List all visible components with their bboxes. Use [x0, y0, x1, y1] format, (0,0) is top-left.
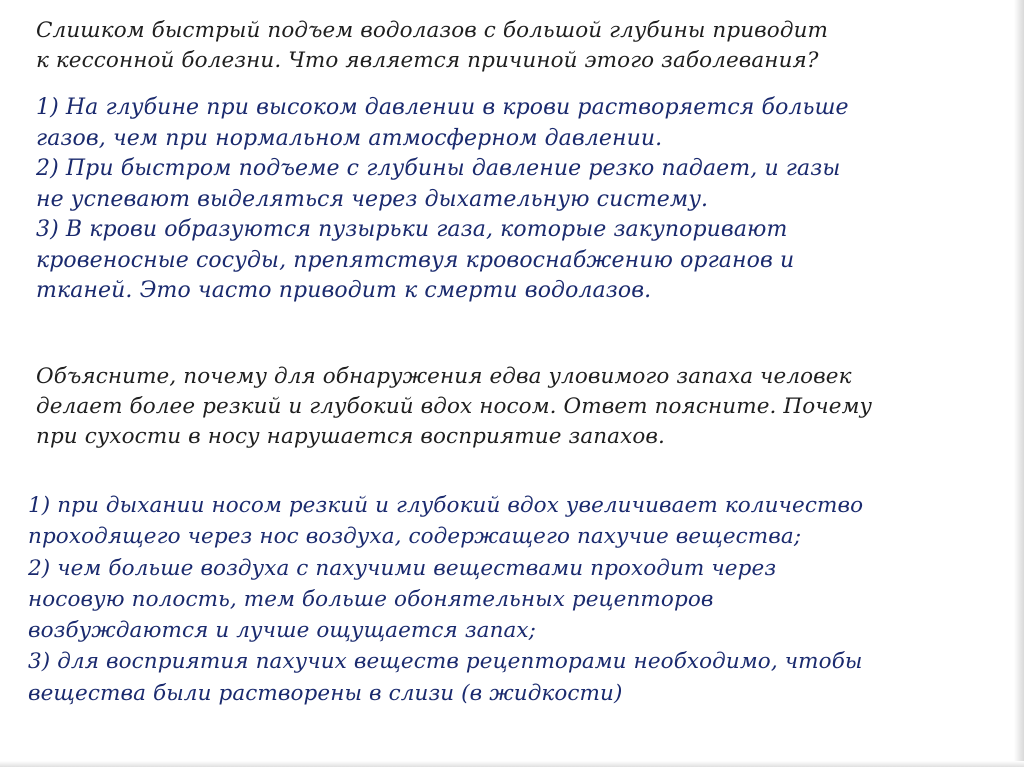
question-1-line: к кессонной болезни. Что является причиной этого заболевания? — [36, 48, 819, 73]
answer-1-line: тканей. Это часто приводит к смерти водолазов. — [36, 278, 652, 303]
answer-2-line: 2) чем больше воздуха с пахучими веществами проходит через — [28, 555, 777, 581]
slide-edge-shadow-bottom — [0, 761, 1024, 767]
answer-1 — [36, 93, 849, 307]
answer-2-line: проходящего через нос воздуха, содержащего пахучие вещества; — [28, 524, 802, 550]
answer-1-line: 3) В крови образуются пузырьки газа, которые закупоривают — [36, 217, 788, 242]
question-1-line: Слишком быстрый подъем водолазов с большой глубины приводит — [36, 18, 829, 43]
slide-edge-shadow-right — [1014, 0, 1024, 767]
question-2-line: Объясните, почему для обнаружения едва уловимого запаха человек — [36, 364, 852, 389]
answer-2-line: возбуждаются и лучше ощущается запах; — [28, 618, 537, 644]
answer-2 — [28, 490, 863, 709]
question-2-line: при сухости в носу нарушается восприятие запахов. — [36, 424, 665, 449]
answer-2-line: вещества были растворены в слизи (в жидкости) — [28, 680, 623, 706]
answer-2-line: 3) для восприятия пахучих веществ рецепторами необходимо, чтобы — [28, 649, 863, 675]
answer-1-line: кровеносные сосуды, препятствуя кровоснабжению органов и — [36, 247, 795, 273]
question-2 — [36, 362, 872, 452]
question-1 — [36, 16, 828, 76]
answer-1-line: газов, чем при нормальном атмосферном давлении. — [36, 125, 663, 151]
answer-2-line: носовую полость, тем больше обонятельных рецепторов — [28, 586, 714, 612]
answer-1-line: 2) При быстром подъеме с глубины давление резко падает, и газы — [36, 156, 841, 181]
question-2-line: делает более резкий и глубокий вдох носом. Ответ поясните. Почему — [36, 394, 873, 419]
answer-1-line: не успевают выделяться через дыхательную систему. — [36, 186, 709, 212]
answer-2-line: 1) при дыхании носом резкий и глубокий вдох увеличивает количество — [28, 493, 864, 518]
answer-1-line: 1) На глубине при высоком давлении в крови растворяется больше — [36, 95, 849, 120]
